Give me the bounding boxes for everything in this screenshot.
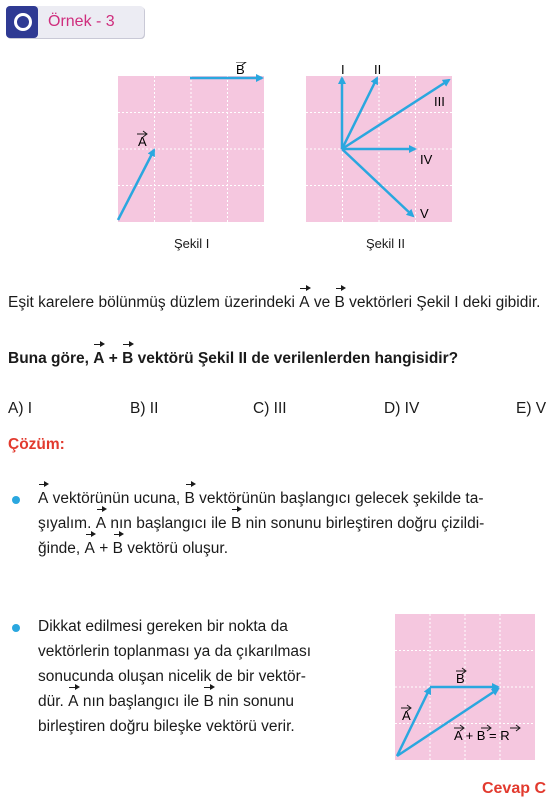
bullet-icon [12,624,20,632]
question-text: Buna göre, A + B vektörü Şekil II de verilenlerden hangisidir? [8,346,548,371]
vector-a-label: A [402,708,411,723]
vector-a-symbol: A [299,290,309,315]
solution-bullet-1: A vektörünün ucuna, B vektörünün başlangıcı gelecek şekilde ta- şıyalım. A nın başlangıcı ile B nin sonunu birleştiren doğru çizildi- ğinde, A + B vektörü oluşur. [38,486,548,561]
bullet-icon [12,496,20,504]
option-c[interactable]: C) III [253,400,287,417]
vector-a-label: A [138,134,147,149]
answer-label: Cevap C [481,780,546,797]
example-title: Örnek - 3 [48,13,115,30]
label-i: I [341,62,345,77]
resultant-label: A + B = R [454,728,510,743]
label-ii: II [374,62,382,77]
label-iv: IV [420,152,433,167]
figure-3 [390,612,540,764]
option-d[interactable]: D) IV [384,400,420,417]
question-intro: Eşit karelere bölünmüş düzlem üzerindeki A ve B vektörleri Şekil I deki gibidir. [8,290,548,315]
label-iii: III [434,94,445,109]
vector-b-symbol: B [335,290,345,315]
label-v: V [420,206,429,221]
option-b[interactable]: B) II [130,400,159,417]
vector-b-label: B [456,671,465,686]
figure-1-caption: Şekil I [174,236,210,251]
option-a[interactable]: A) I [8,400,33,417]
option-e[interactable]: E) V [516,400,547,417]
vector-b-label: B [236,62,245,77]
figure-2 [300,62,460,228]
figure-1 [110,62,270,228]
figure-2-caption: Şekil II [366,236,406,251]
solution-title: Çözüm: [8,436,65,453]
solution-bullet-2: Dikkat edilmesi gereken bir nokta da vektörlerin toplanması ya da çıkarılması sonucunda oluşan nicelik de bir vektör- dür. A nın başlangıcı ile B nin sonunu birleştiren doğru bileşke vektörü verir. [38,618,312,735]
ring-icon [14,13,32,31]
